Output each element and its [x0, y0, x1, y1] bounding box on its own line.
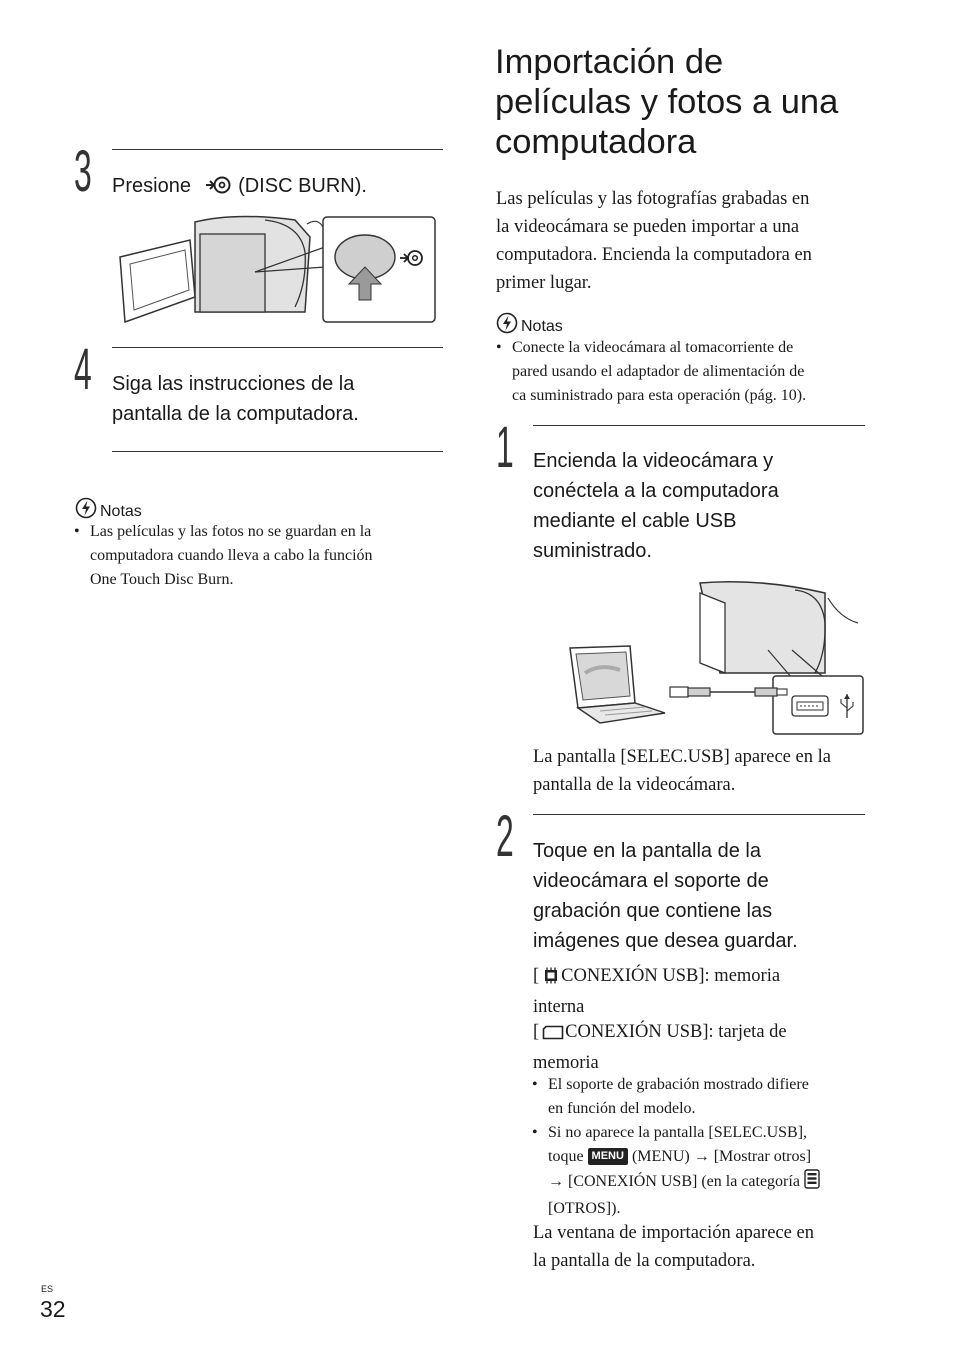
bullet2-otros: [OTROS]). [548, 1200, 621, 1217]
menu-button-icon: MENU [588, 1148, 628, 1165]
step1-top-rule [533, 425, 865, 426]
left-note-line: One Touch Disc Burn. [90, 571, 234, 588]
step1-number: 1 [496, 415, 514, 480]
page-title-line: computadora [495, 123, 697, 161]
bullet1-line: • El soporte de grabación mostrado difiere [548, 1076, 809, 1093]
intro-line: la videocámara se pueden importar a una [496, 217, 800, 237]
page-title-line: Importación de [495, 43, 724, 81]
step2-title-line: imágenes que desea guardar. [533, 930, 798, 952]
step2-number: 2 [496, 804, 514, 869]
memory-card-icon [542, 1021, 564, 1049]
step2-result [533, 1219, 873, 1275]
step1-title-line: mediante el cable USB [533, 510, 737, 532]
option1-text: CONEXIÓN USB]: memoria [561, 966, 781, 986]
intro-line: computadora. Encienda la computadora en [496, 245, 812, 265]
page-title-line: películas y fotos a una [495, 83, 839, 121]
page-title [495, 42, 915, 162]
step2-bullet-menu-path [532, 1121, 872, 1221]
step1-title [533, 446, 868, 566]
step2-option-memory-card: [ CONEXIÓN USB]: tarjeta de memoria [533, 1018, 873, 1077]
left-note-item [74, 520, 444, 592]
step3-pre-text: Presione [112, 175, 191, 197]
bullet2-mostrar-otros: [Mostrar otros] [713, 1148, 812, 1165]
bullet1-line: en función del modelo. [548, 1100, 696, 1117]
step2-option-internal-memory: [ CONEXIÓN USB]: memoria interna [533, 962, 873, 1021]
bullet2-toque: toque [548, 1148, 584, 1165]
step2-title-line: videocámara el soporte de [533, 870, 769, 892]
right-note-line: pared usando el adaptador de alimentación de [512, 363, 805, 380]
intro-line: primer lugar. [496, 273, 592, 293]
camcorder-disc-burn-illustration [115, 212, 440, 327]
step1-result-line: pantalla de la videocámara. [533, 775, 736, 795]
step4-top-rule [112, 347, 443, 348]
bullet2-line1: • Si no aparece la pantalla [SELEC.USB], [548, 1124, 808, 1141]
step1-title-line: suministrado. [533, 540, 652, 562]
step3-top-rule [112, 149, 443, 150]
step3-post-text: (DISC BURN). [238, 175, 367, 197]
disc-burn-icon [205, 174, 231, 204]
step4-title [112, 369, 442, 429]
step1-result [533, 743, 873, 799]
internal-memory-icon [542, 965, 560, 993]
step3-title [112, 171, 442, 204]
right-note-item [496, 336, 866, 408]
option2-text: CONEXIÓN USB]: tarjeta de [565, 1022, 787, 1042]
others-category-icon [804, 1169, 820, 1197]
step4-line2: pantalla de la computadora. [112, 403, 359, 425]
step1-title-line: Encienda la videocámara y [533, 450, 774, 472]
step1-result-line: La pantalla [SELEC.USB] aparece en la [533, 747, 831, 767]
right-note-line: ca suministrado para esta operación (pág. 10). [512, 387, 807, 404]
page-lang-code: ES [41, 1284, 54, 1294]
option1-text-cont: interna [533, 997, 585, 1017]
step1-title-line: conéctela a la computadora [533, 480, 779, 502]
right-notes-label: Notas [521, 317, 563, 335]
right-note-line: • Conecte la videocámara al tomacorriente de [512, 339, 794, 356]
arrow-right-icon: → [693, 1148, 710, 1165]
step2-top-rule [533, 814, 865, 815]
bullet2-menu-text: (MENU) [631, 1148, 690, 1165]
page-number: 32 [40, 1296, 66, 1322]
step2-result-line: la pantalla de la computadora. [533, 1251, 756, 1271]
left-note-line: • Las películas y las fotos no se guardan en la [90, 523, 372, 540]
option2-text-cont: memoria [533, 1053, 599, 1073]
step3-number: 3 [74, 139, 92, 204]
step2-title-line: Toque en la pantalla de la [533, 840, 761, 862]
step2-title-line: grabación que contiene las [533, 900, 773, 922]
left-notes-label: Notas [100, 502, 142, 520]
intro-line: Las películas y las fotografías grabadas en [496, 189, 810, 209]
left-note-line: computadora cuando lleva a cabo la función [90, 547, 373, 564]
arrow-right-icon: → [548, 1173, 564, 1190]
step4-line1: Siga las instrucciones de la [112, 373, 355, 395]
step4-number: 4 [74, 337, 92, 402]
step2-title [533, 836, 868, 956]
bullet2-conexion-usb: [CONEXIÓN USB] (en la categoría [568, 1173, 800, 1190]
step2-result-line: La ventana de importación aparece en [533, 1223, 814, 1243]
usb-connection-illustration [560, 578, 865, 738]
step4-bottom-rule [112, 451, 443, 452]
step2-bullet-media-differs [532, 1073, 872, 1121]
intro-paragraph [496, 185, 876, 297]
